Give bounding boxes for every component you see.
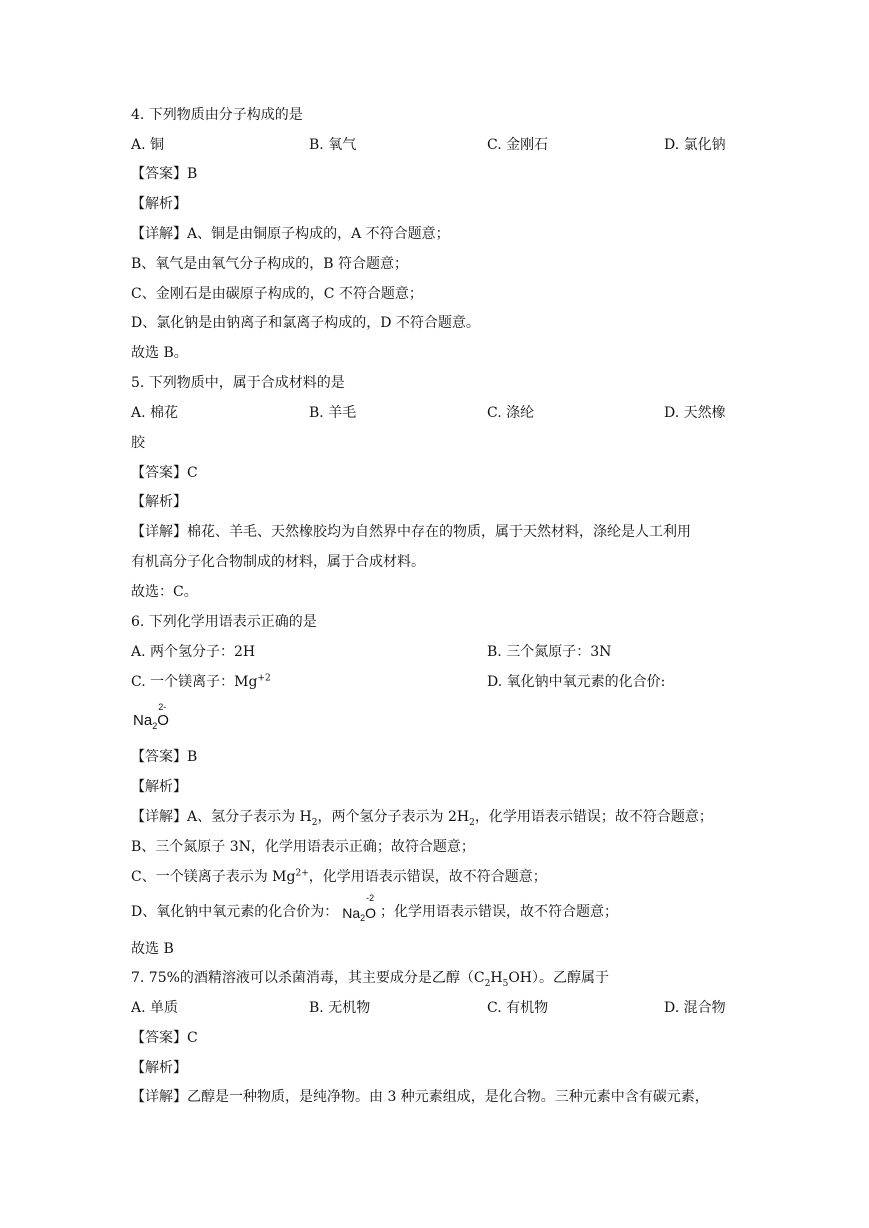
q5-option-b: B. 羊毛 xyxy=(309,405,357,421)
q6-detail-line: B、三个氮原子 3N，化学用语表示正确；故符合题意； xyxy=(131,839,475,855)
q7-answer: 【答案】C xyxy=(131,1030,198,1046)
q6-option-a: A. 两个氢分子：2H xyxy=(131,644,256,660)
q5-detail-line: 有机高分子化合物制成的材料，属于合成材料。 xyxy=(131,554,425,570)
formula-o: O xyxy=(157,712,169,729)
q6-option-b: B. 三个氮原子：3N xyxy=(487,644,612,660)
q4-option-b: B. 氧气 xyxy=(309,137,357,153)
q6-detail-text: 【详解】A、氢分子表示为 H xyxy=(131,809,312,825)
q4-detail-line: B、氧气是由氧气分子构成的，B 符合题意； xyxy=(131,256,409,272)
q7-stem-subscript: 2 xyxy=(484,978,491,989)
formula-valence: 2- xyxy=(158,702,167,712)
formula-subscript: 2 xyxy=(360,913,366,923)
q4-answer: 【答案】B xyxy=(131,166,198,182)
formula-subscript: 2 xyxy=(152,721,158,731)
q5-stem: 5. 下列物质中，属于合成材料的是 xyxy=(131,375,345,391)
q7-stem-subscript: 5 xyxy=(502,978,509,989)
q6-detail-subscript: 2 xyxy=(311,817,318,828)
q6-detail-subscript: 2 xyxy=(469,817,475,828)
q4-detail-line: C、金刚石是由碳原子构成的，C 不符合题意； xyxy=(131,286,423,302)
q4-conclusion: 故选 B。 xyxy=(131,345,188,361)
q4-stem: 4. 下列物质由分子构成的是 xyxy=(131,107,303,123)
formula-o: O xyxy=(365,905,377,921)
q6-option-d: D. 氧化钠中氧元素的化合价: xyxy=(487,674,666,690)
q6-conclusion: 故选 B xyxy=(131,941,174,957)
formula-na: Na xyxy=(133,712,153,729)
q4-option-d: D. 氯化钠 xyxy=(664,137,726,153)
q6-answer: 【答案】B xyxy=(131,749,198,765)
q6-detail-text: ；化学用语表示错误，故不符合题意； xyxy=(380,904,619,920)
q5-option-d-wrap: 胶 xyxy=(131,435,145,451)
q6-analysis-label: 【解析】 xyxy=(131,779,187,795)
q6-option-c xyxy=(131,673,271,691)
q6-detail-text: ，化学用语表示错误；故不符合题意； xyxy=(474,809,713,825)
q6-option-d-formula xyxy=(133,702,169,731)
q6-detail-text: ，化学用语表示错误，故不符合题意； xyxy=(308,869,547,885)
q6-detail-line xyxy=(131,868,547,886)
q6-detail-line xyxy=(131,893,619,923)
q6-detail-text: C、一个镁离子表示为 Mg xyxy=(131,869,296,885)
q5-answer: 【答案】C xyxy=(131,465,198,481)
q7-option-b: B. 无机物 xyxy=(309,1000,371,1016)
q6-detail-formula xyxy=(342,893,377,924)
q6-detail-line xyxy=(131,808,713,826)
q4-detail-line: 【详解】A、铜是由铜原子构成的，A 不符合题意； xyxy=(131,226,450,242)
q4-option-a: A. 铜 xyxy=(131,137,165,153)
q6-detail-text: ，两个氢分子表示为 2H xyxy=(317,809,470,825)
q6-option-c-text: C. 一个镁离子：Mg xyxy=(131,674,258,690)
q7-option-a: A. 单质 xyxy=(131,1000,179,1016)
q7-option-c: C. 有机物 xyxy=(487,1000,549,1016)
q5-option-c: C. 涤纶 xyxy=(487,405,535,421)
q7-stem-text: OH）。乙醇属于 xyxy=(508,970,610,986)
q6-detail-text: D、氧化钠中氧元素的化合价为： xyxy=(131,904,339,920)
q5-option-a: A. 棉花 xyxy=(131,405,179,421)
q5-analysis-label: 【解析】 xyxy=(131,494,187,510)
q5-conclusion: 故选：C。 xyxy=(131,584,198,600)
q4-detail-line: D、氯化钠是由钠离子和氯离子构成的，D 不符合题意。 xyxy=(131,315,480,331)
q6-option-c-charge: +2 xyxy=(257,673,271,684)
q6-stem: 6. 下列化学用语表示正确的是 xyxy=(131,614,317,630)
q4-analysis-label: 【解析】 xyxy=(131,196,187,212)
q7-stem xyxy=(131,969,609,987)
q7-option-d: D. 混合物 xyxy=(664,1000,726,1016)
q7-analysis-label: 【解析】 xyxy=(131,1060,187,1076)
q6-detail-superscript: 2+ xyxy=(295,868,309,879)
q5-detail-line: 【详解】棉花、羊毛、天然橡胶均为自然界中存在的物质，属于天然材料，涤纶是人工利用 xyxy=(131,524,691,540)
formula-na: Na xyxy=(342,905,361,921)
q4-option-c: C. 金刚石 xyxy=(487,137,549,153)
q7-stem-text: 7. 75%的酒精溶液可以杀菌消毒，其主要成分是乙醇（C xyxy=(131,970,485,986)
q7-detail-line: 【详解】乙醇是一种物质，是纯净物。由 3 种元素组成，是化合物。三种元素中含有碳元素， xyxy=(131,1089,709,1105)
q7-stem-text: H xyxy=(490,970,503,986)
formula-valence: -2 xyxy=(366,893,375,903)
q5-option-d: D. 天然橡 xyxy=(664,405,726,421)
